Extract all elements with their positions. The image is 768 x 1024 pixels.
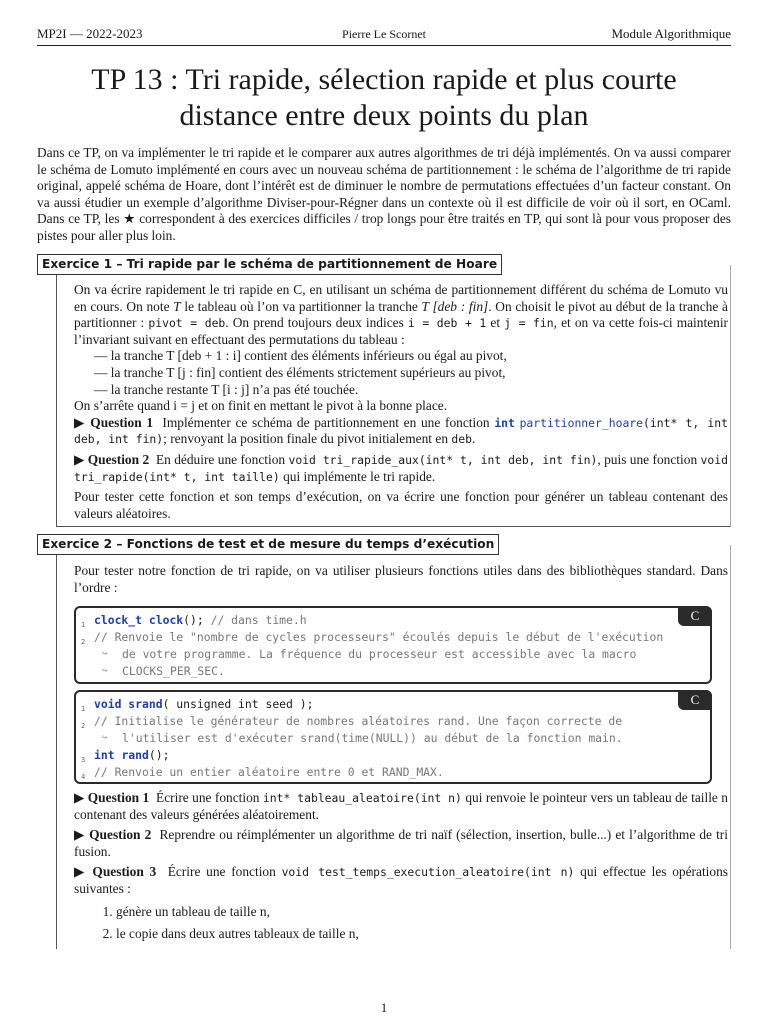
- code-line: clock_t clock(); // dans time.h: [94, 613, 307, 627]
- ex2-question-3: ▶ Question 3 Écrire une fonction void test_temps_execution_aleatoire(int n) qui effectue les opérations suivantes :: [74, 864, 728, 896]
- line-wrap-icon: ↪: [102, 649, 108, 659]
- exercise-2-questions: [74, 790, 728, 949]
- page-header: [37, 26, 731, 44]
- exercise-2-intro: Pour tester notre fonction de tri rapide, on va utiliser plusieurs fonctions utiles dans des bibliothèques standard. Dans l’ordre :: [74, 563, 728, 595]
- exercise-1-title: Exercice 1 – Tri rapide par le schéma de partitionnement de Hoare: [37, 254, 502, 275]
- ex1-stop-condition: On s’arrête quand i = j et on finit en mettant le pivot à la bonne place.: [74, 398, 448, 414]
- ex1-question-2: ▶ Question 2 En déduire une fonction void tri_rapide_aux(int* t, int deb, int fin), puis une fonction void tri_rapide(int* t, int taille) qui implémente le tri rapide.: [74, 451, 728, 484]
- code-comment: de votre programme. La fréquence du processeur est accessible avec la macro: [122, 647, 637, 661]
- code-block-rand: C 1 void srand( unsigned int seed ); 2 // Initialise le générateur de nombres aléatoires rand. Une façon correcte de ↪ l'utiliser est d'exécuter srand(time(NULL)) au début de la fonction main. 3 int rand(); 4 // Renvoie un entier aléatoire entre 0 et RAND_MAX.: [74, 690, 712, 784]
- intro-paragraph: Dans ce TP, on va implémenter le tri rapide et le comparer aux autres algorithmes de tri déjà implémentés. On va aussi comparer le schéma de Lomuto implémenté en cours avec un nouveau schéma de partitionnement : le schéma de l’algorithme de tri rapide original, appelé schéma de Hoare, dont l’intérêt est de diminuer le nombre de permutations effectuées d’un facteur constant. On va aussi étudier un exemple d’algorithme Diviser-pour-Régner dans un contexte où il est difficile de voir où il sort, en OCaml. Dans ce TP, les ★ correspondent à des exercices difficiles / trop longs pour être traités en TP, qui sont là pour vous proposer des pistes pour aller plus loin.: [37, 145, 731, 243]
- header-module: Module Algorithmique: [611, 26, 731, 41]
- q3-steps-list: [74, 904, 728, 943]
- page-title: [37, 62, 731, 134]
- code-line: int rand();: [94, 748, 170, 762]
- page-number: 1: [380, 1000, 388, 1015]
- header-course: MP2I — 2022-2023: [37, 26, 143, 41]
- invariant-item-1: — la tranche T [deb + 1 : i] contient des éléments inférieurs ou égal au pivot,: [94, 348, 507, 364]
- exercise-1-body: [74, 282, 728, 522]
- invariant-item-2: — la tranche T [j : fin] contient des éléments strictement supérieurs au pivot,: [94, 364, 506, 380]
- ex1-question-1: ▶ Question 1 Implémenter ce schéma de partitionnement en une fonction int partitionner_hoare(int* t, int deb, int fin); renvoyant la position finale du pivot initialement en deb.: [74, 414, 728, 447]
- header-rule: [37, 45, 731, 46]
- code-comment: l'utiliser est d'exécuter srand(time(NULL)) au début de la fonction main.: [122, 731, 623, 745]
- header-author: Pierre Le Scornet: [342, 27, 426, 41]
- language-label: C: [678, 690, 712, 710]
- code-comment: CLOCKS_PER_SEC.: [122, 664, 225, 678]
- title-line-2: distance entre deux points du plan: [179, 99, 589, 132]
- ex2-question-1: ▶ Question 1 Écrire une fonction int* tableau_aleatoire(int n) qui renvoie le pointeur vers un tableau de taille n contenant des valeurs générées aléatoirement.: [74, 790, 728, 822]
- code-comment: // Initialise le générateur de nombres aléatoires rand. Une façon correcte de: [94, 714, 623, 728]
- ex1-closing: Pour tester cette fonction et son temps d’exécution, on va écrire une fonction pour générer un tableau contenant des valeurs aléatoires.: [74, 489, 728, 521]
- code-block-clock: C 1 clock_t clock(); // dans time.h 2 // Renvoie le "nombre de cycles processeurs" écoulés depuis le début de l'exécution ↪ de votre programme. La fréquence du processeur est accessible avec la macro ↪ CLOCKS_PER_SEC.: [74, 606, 712, 684]
- list-item: 2. le copie dans deux autres tableaux de taille n,: [116, 926, 728, 943]
- line-wrap-icon: ↪: [102, 733, 108, 743]
- code-comment: // Renvoie un entier aléatoire entre 0 et RAND_MAX.: [94, 765, 444, 779]
- ex2-question-2: ▶ Question 2 Reprendre ou réimplémenter un algorithme de tri naïf (sélection, insertion, bulle...) et l’algorithme de tri fusion.: [74, 827, 728, 859]
- ex1-paragraph: On va écrire rapidement le tri rapide en C, en utilisant un schéma de partitionnement différent du schéma de Lomuto vu en cours. On note T le tableau où l’on va partitionner la tranche T [deb : fin]. On choisit le pivot au début de la tranche à partitionner : pivot = deb. On prend toujours deux indices i = deb + 1 et j = fin, et on va cette fois-ci maintenir l’invariant suivant en effectuant des permutations du tableau :: [74, 282, 729, 347]
- line-wrap-icon: ↪: [102, 666, 108, 676]
- list-item: 1. génère un tableau de taille n,: [116, 904, 728, 921]
- exercise-2-title: Exercice 2 – Fonctions de test et de mesure du temps d’exécution: [37, 534, 499, 555]
- code-comment: // Renvoie le "nombre de cycles processeurs" écoulés depuis le début de l'exécution: [94, 630, 664, 644]
- title-line-1: TP 13 : Tri rapide, sélection rapide et plus courte: [91, 63, 677, 96]
- code-line: void srand( unsigned int seed );: [94, 697, 314, 711]
- invariant-item-3: — la tranche restante T [i : j] n’a pas été touchée.: [94, 381, 359, 397]
- language-label: C: [678, 606, 712, 626]
